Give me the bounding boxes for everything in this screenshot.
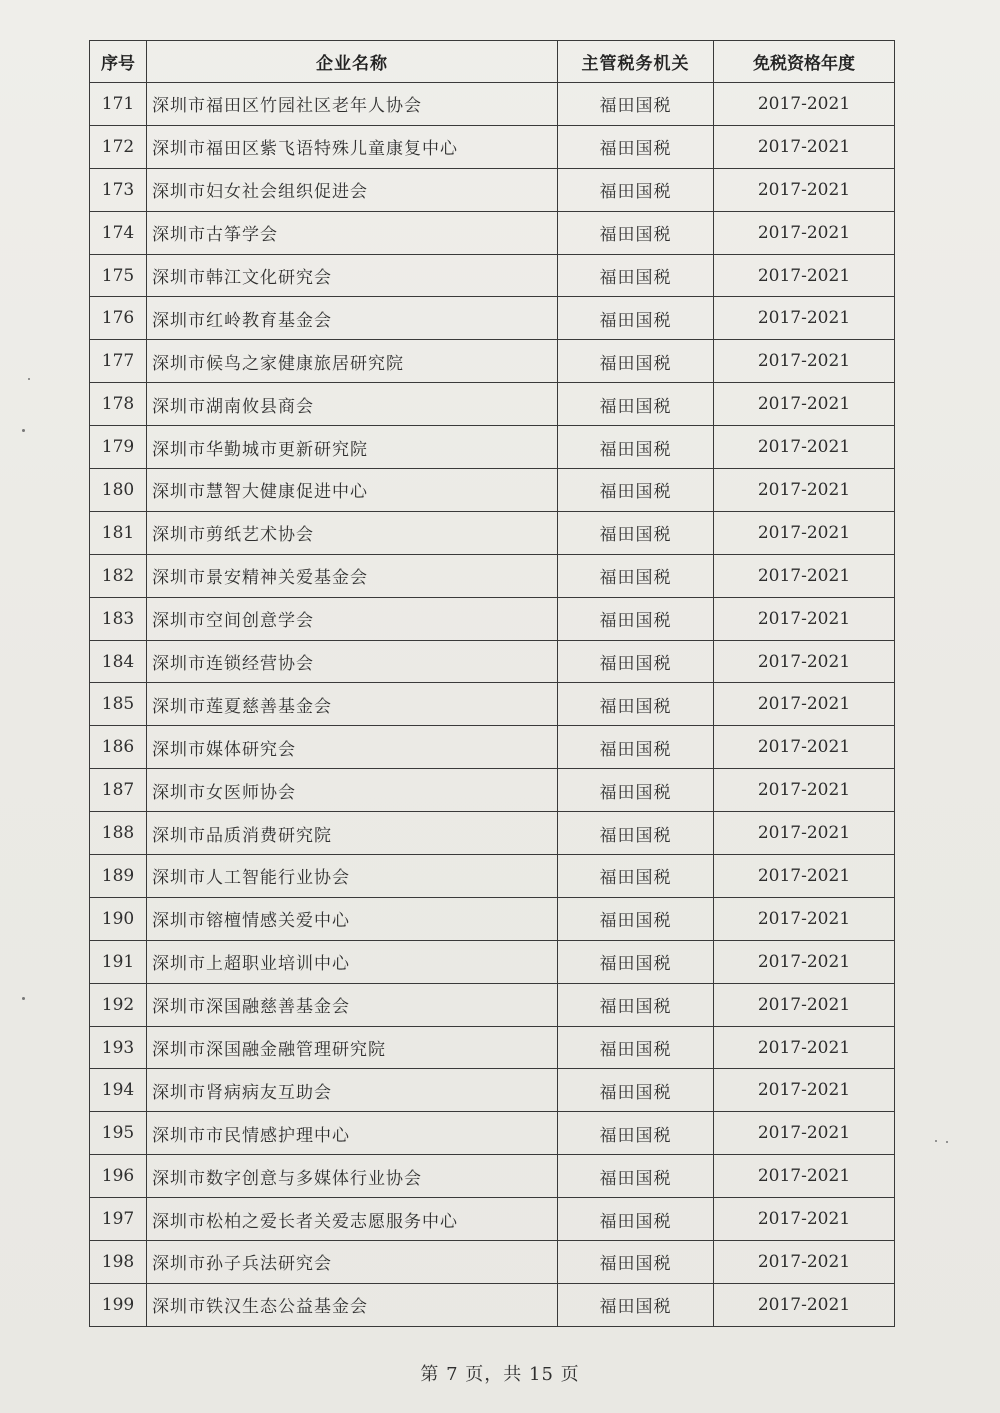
row-serial: 181 <box>90 511 147 554</box>
row-tax-authority: 福田国税 <box>558 168 714 211</box>
scan-speck <box>946 1141 948 1143</box>
table-row <box>90 1069 895 1112</box>
row-exempt-years: 2017-2021 <box>714 769 895 812</box>
row-tax-authority: 福田国税 <box>558 83 714 126</box>
table-row <box>90 683 895 726</box>
row-tax-authority: 福田国税 <box>558 769 714 812</box>
row-exempt-years: 2017-2021 <box>714 83 895 126</box>
row-exempt-years: 2017-2021 <box>714 640 895 683</box>
row-exempt-years: 2017-2021 <box>714 897 895 940</box>
row-org-name: 深圳市镕檀情感关爱中心 <box>147 897 558 940</box>
row-tax-authority: 福田国税 <box>558 940 714 983</box>
table-row <box>90 511 895 554</box>
row-org-name: 深圳市空间创意学会 <box>147 597 558 640</box>
row-tax-authority: 福田国税 <box>558 254 714 297</box>
row-serial: 197 <box>90 1198 147 1241</box>
row-serial: 174 <box>90 211 147 254</box>
row-exempt-years: 2017-2021 <box>714 1198 895 1241</box>
row-serial: 188 <box>90 812 147 855</box>
row-serial: 192 <box>90 983 147 1026</box>
row-org-name: 深圳市孙子兵法研究会 <box>147 1241 558 1284</box>
row-org-name: 深圳市古筝学会 <box>147 211 558 254</box>
row-org-name: 深圳市剪纸艺术协会 <box>147 511 558 554</box>
row-org-name: 深圳市数字创意与多媒体行业协会 <box>147 1155 558 1198</box>
row-tax-authority: 福田国税 <box>558 855 714 898</box>
row-exempt-years: 2017-2021 <box>714 426 895 469</box>
table-row <box>90 983 895 1026</box>
row-tax-authority: 福田国税 <box>558 1241 714 1284</box>
row-org-name: 深圳市媒体研究会 <box>147 726 558 769</box>
row-tax-authority: 福田国税 <box>558 554 714 597</box>
table-row <box>90 597 895 640</box>
row-tax-authority: 福田国税 <box>558 511 714 554</box>
row-tax-authority: 福田国税 <box>558 983 714 1026</box>
row-org-name: 深圳市福田区竹园社区老年人协会 <box>147 83 558 126</box>
row-org-name: 深圳市妇女社会组织促进会 <box>147 168 558 211</box>
row-exempt-years: 2017-2021 <box>714 554 895 597</box>
row-tax-authority: 福田国税 <box>558 1198 714 1241</box>
table-row <box>90 1155 895 1198</box>
row-org-name: 深圳市松柏之爱长者关爱志愿服务中心 <box>147 1198 558 1241</box>
row-tax-authority: 福田国税 <box>558 1283 714 1326</box>
table-row <box>90 1241 895 1284</box>
table-row <box>90 1112 895 1155</box>
row-exempt-years: 2017-2021 <box>714 1026 895 1069</box>
row-serial: 189 <box>90 855 147 898</box>
table-row <box>90 211 895 254</box>
row-exempt-years: 2017-2021 <box>714 168 895 211</box>
table-row <box>90 897 895 940</box>
row-tax-authority: 福田国税 <box>558 1112 714 1155</box>
row-exempt-years: 2017-2021 <box>714 683 895 726</box>
row-org-name: 深圳市人工智能行业协会 <box>147 855 558 898</box>
table-row <box>90 855 895 898</box>
table-header-row <box>90 41 895 83</box>
row-exempt-years: 2017-2021 <box>714 1155 895 1198</box>
row-serial: 185 <box>90 683 147 726</box>
row-serial: 171 <box>90 83 147 126</box>
row-exempt-years: 2017-2021 <box>714 940 895 983</box>
table-row <box>90 254 895 297</box>
row-tax-authority: 福田国税 <box>558 812 714 855</box>
row-exempt-years: 2017-2021 <box>714 383 895 426</box>
row-exempt-years: 2017-2021 <box>714 469 895 512</box>
table-row <box>90 554 895 597</box>
scan-speck <box>28 378 30 380</box>
row-serial: 173 <box>90 168 147 211</box>
header-exempt-years: 免税资格年度 <box>714 41 895 83</box>
row-org-name: 深圳市景安精神关爱基金会 <box>147 554 558 597</box>
table-row <box>90 168 895 211</box>
row-org-name: 深圳市莲夏慈善基金会 <box>147 683 558 726</box>
row-exempt-years: 2017-2021 <box>714 983 895 1026</box>
row-serial: 177 <box>90 340 147 383</box>
row-org-name: 深圳市慧智大健康促进中心 <box>147 469 558 512</box>
row-exempt-years: 2017-2021 <box>714 297 895 340</box>
table-body <box>90 83 895 1327</box>
row-serial: 198 <box>90 1241 147 1284</box>
table-row <box>90 83 895 126</box>
row-serial: 199 <box>90 1283 147 1326</box>
table-row <box>90 812 895 855</box>
row-tax-authority: 福田国税 <box>558 469 714 512</box>
table-row <box>90 297 895 340</box>
row-exempt-years: 2017-2021 <box>714 855 895 898</box>
row-tax-authority: 福田国税 <box>558 297 714 340</box>
scan-speck <box>22 429 25 432</box>
row-exempt-years: 2017-2021 <box>714 211 895 254</box>
table-row <box>90 426 895 469</box>
row-serial: 196 <box>90 1155 147 1198</box>
row-serial: 187 <box>90 769 147 812</box>
row-serial: 179 <box>90 426 147 469</box>
header-tax-authority: 主管税务机关 <box>558 41 714 83</box>
row-org-name: 深圳市红岭教育基金会 <box>147 297 558 340</box>
row-tax-authority: 福田国税 <box>558 1155 714 1198</box>
row-exempt-years: 2017-2021 <box>714 1283 895 1326</box>
row-exempt-years: 2017-2021 <box>714 1241 895 1284</box>
row-org-name: 深圳市候鸟之家健康旅居研究院 <box>147 340 558 383</box>
row-exempt-years: 2017-2021 <box>714 340 895 383</box>
row-serial: 180 <box>90 469 147 512</box>
row-org-name: 深圳市韩江文化研究会 <box>147 254 558 297</box>
row-org-name: 深圳市女医师协会 <box>147 769 558 812</box>
table-row <box>90 1198 895 1241</box>
row-serial: 182 <box>90 554 147 597</box>
header-serial: 序号 <box>90 41 147 83</box>
row-serial: 193 <box>90 1026 147 1069</box>
table-row <box>90 1026 895 1069</box>
row-exempt-years: 2017-2021 <box>714 812 895 855</box>
row-serial: 178 <box>90 383 147 426</box>
row-tax-authority: 福田国税 <box>558 897 714 940</box>
row-org-name: 深圳市连锁经营协会 <box>147 640 558 683</box>
row-tax-authority: 福田国税 <box>558 1026 714 1069</box>
table-row <box>90 726 895 769</box>
row-serial: 183 <box>90 597 147 640</box>
row-serial: 190 <box>90 897 147 940</box>
table-row <box>90 769 895 812</box>
table-row <box>90 469 895 512</box>
row-org-name: 深圳市肾病病友互助会 <box>147 1069 558 1112</box>
table-row <box>90 940 895 983</box>
row-tax-authority: 福田国税 <box>558 683 714 726</box>
row-exempt-years: 2017-2021 <box>714 511 895 554</box>
row-tax-authority: 福田国税 <box>558 383 714 426</box>
row-serial: 186 <box>90 726 147 769</box>
row-serial: 184 <box>90 640 147 683</box>
table-row <box>90 1283 895 1326</box>
row-org-name: 深圳市湖南攸县商会 <box>147 383 558 426</box>
scan-speck <box>935 1140 937 1142</box>
table-row <box>90 125 895 168</box>
row-tax-authority: 福田国税 <box>558 340 714 383</box>
table-row <box>90 640 895 683</box>
row-org-name: 深圳市福田区紫飞语特殊儿童康复中心 <box>147 125 558 168</box>
table-row <box>90 340 895 383</box>
row-tax-authority: 福田国税 <box>558 726 714 769</box>
row-serial: 176 <box>90 297 147 340</box>
row-tax-authority: 福田国税 <box>558 640 714 683</box>
header-org-name: 企业名称 <box>147 41 558 83</box>
row-tax-authority: 福田国税 <box>558 1069 714 1112</box>
row-org-name: 深圳市华勤城市更新研究院 <box>147 426 558 469</box>
row-serial: 175 <box>90 254 147 297</box>
table-row <box>90 383 895 426</box>
row-org-name: 深圳市深国融金融管理研究院 <box>147 1026 558 1069</box>
row-serial: 195 <box>90 1112 147 1155</box>
row-org-name: 深圳市深国融慈善基金会 <box>147 983 558 1026</box>
row-tax-authority: 福田国税 <box>558 426 714 469</box>
row-exempt-years: 2017-2021 <box>714 125 895 168</box>
row-serial: 172 <box>90 125 147 168</box>
row-tax-authority: 福田国税 <box>558 125 714 168</box>
row-exempt-years: 2017-2021 <box>714 1069 895 1112</box>
row-exempt-years: 2017-2021 <box>714 597 895 640</box>
row-serial: 194 <box>90 1069 147 1112</box>
page-number: 第 7 页，共 15 页 <box>420 1364 580 1385</box>
row-org-name: 深圳市品质消费研究院 <box>147 812 558 855</box>
row-org-name: 深圳市上超职业培训中心 <box>147 940 558 983</box>
row-org-name: 深圳市市民情感护理中心 <box>147 1112 558 1155</box>
row-tax-authority: 福田国税 <box>558 211 714 254</box>
exemption-table <box>89 40 895 1327</box>
row-exempt-years: 2017-2021 <box>714 1112 895 1155</box>
scan-speck <box>22 997 25 1000</box>
row-org-name: 深圳市铁汉生态公益基金会 <box>147 1283 558 1326</box>
row-tax-authority: 福田国税 <box>558 597 714 640</box>
row-exempt-years: 2017-2021 <box>714 726 895 769</box>
row-serial: 191 <box>90 940 147 983</box>
row-exempt-years: 2017-2021 <box>714 254 895 297</box>
